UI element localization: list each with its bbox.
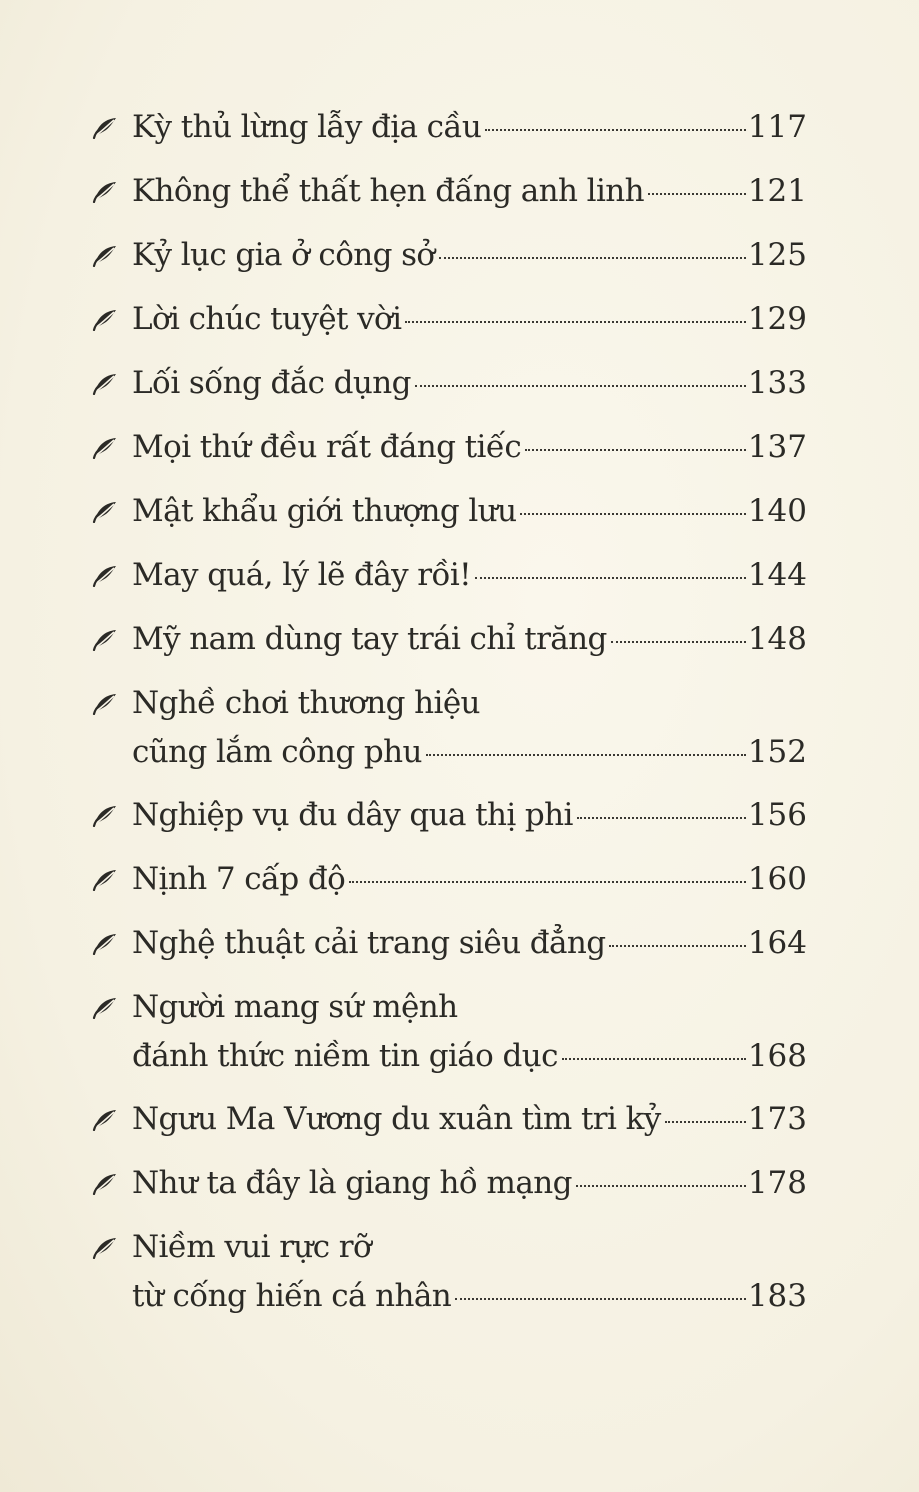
toc-entry-line: [132, 424, 807, 470]
toc-entry: [92, 1224, 807, 1319]
toc-entry: [92, 488, 807, 535]
toc-page-number: 156: [747, 797, 807, 833]
toc-entry-title: Ngưu Ma Vương du xuân tìm tri kỷ: [132, 1101, 661, 1137]
toc-entry: [92, 424, 807, 471]
leaf-ornament-icon: [92, 104, 132, 150]
leaf-ornament-icon: [92, 168, 132, 214]
toc-page-number: 164: [747, 925, 807, 961]
toc-page-number: 133: [747, 365, 807, 401]
toc-entry-line: [132, 488, 807, 534]
dot-leader: [665, 1121, 746, 1123]
toc-page-number: 144: [747, 557, 807, 593]
toc-entry: [92, 920, 807, 967]
toc-page-number: 121: [747, 173, 807, 209]
toc-page-number: 125: [747, 237, 807, 273]
toc-page-number: 140: [747, 493, 807, 529]
toc-entry: [92, 232, 807, 279]
toc-entry-line: [132, 104, 807, 150]
dot-leader: [520, 513, 745, 515]
toc-entry-title: May quá, lý lẽ đây rồi!: [132, 557, 472, 593]
toc-entry-title: Kỳ thủ lừng lẫy địa cầu: [132, 109, 482, 145]
toc-entry-body: [132, 296, 807, 342]
toc-entry-body: [132, 552, 807, 598]
leaf-ornament-icon: [92, 424, 132, 470]
toc-entry: [92, 104, 807, 151]
table-of-contents: [92, 104, 807, 1336]
toc-entry-body: [132, 488, 807, 534]
dot-leader: [405, 321, 745, 323]
toc-entry: [92, 296, 807, 343]
toc-entry-title: Nghề chơi thương hiệu: [132, 685, 480, 721]
toc-entry-body: [132, 1160, 807, 1206]
leaf-ornament-icon: [92, 920, 132, 966]
toc-entry: [92, 1096, 807, 1143]
dot-leader: [611, 641, 746, 643]
dot-leader: [576, 1185, 746, 1187]
toc-entry: [92, 680, 807, 775]
toc-entry-body: [132, 1224, 807, 1319]
dot-leader: [349, 881, 746, 883]
toc-entry-title: Niềm vui rực rỡ: [132, 1229, 372, 1265]
leaf-ornament-icon: [92, 856, 132, 902]
toc-page-number: 148: [747, 621, 807, 657]
toc-entry-body: [132, 424, 807, 470]
toc-entry: [92, 616, 807, 663]
toc-entry-title: Mỹ nam dùng tay trái chỉ trăng: [132, 621, 607, 657]
dot-leader: [475, 577, 746, 579]
dot-leader: [426, 754, 746, 756]
toc-entry-title: Nịnh 7 cấp độ: [132, 861, 346, 897]
toc-page-number: 178: [747, 1165, 807, 1201]
toc-entry-body: [132, 984, 807, 1079]
leaf-ornament-icon: [92, 296, 132, 342]
dot-leader: [485, 129, 746, 131]
toc-entry-body: [132, 1096, 807, 1142]
dot-leader: [577, 817, 746, 819]
toc-entry-title: Người mang sứ mệnh: [132, 989, 458, 1025]
toc-entry-body: [132, 104, 807, 150]
toc-page-number: 173: [747, 1101, 807, 1137]
toc-entry-title: Kỷ lục gia ở công sở: [132, 237, 435, 273]
toc-entry-title: Nghiệp vụ đu dây qua thị phi: [132, 797, 573, 833]
toc-entry-title: Lối sống đắc dụng: [132, 365, 411, 401]
toc-entry-title: Mọi thứ đều rất đáng tiếc: [132, 429, 522, 465]
toc-entry-title: Như ta đây là giang hồ mạng: [132, 1165, 572, 1201]
toc-entry: [92, 360, 807, 407]
toc-entry: [92, 552, 807, 599]
toc-entry-body: [132, 360, 807, 406]
dot-leader: [562, 1058, 746, 1060]
toc-entry-body: [132, 792, 807, 838]
toc-page-number: 168: [747, 1038, 807, 1074]
toc-page-number: 129: [747, 301, 807, 337]
toc-entry-title: đánh thức niềm tin giáo dục: [132, 1038, 558, 1074]
toc-entry-line: [132, 729, 807, 775]
leaf-ornament-icon: [92, 1096, 132, 1142]
leaf-ornament-icon: [92, 1160, 132, 1206]
toc-entry-title: Không thể thất hẹn đấng anh linh: [132, 173, 644, 209]
toc-entry-title: Mật khẩu giới thượng lưu: [132, 493, 517, 529]
toc-entry-line: [132, 360, 807, 406]
toc-entry-title: Lời chúc tuyệt vời: [132, 301, 402, 337]
toc-entry-body: [132, 680, 807, 775]
toc-entry-line: [132, 920, 807, 966]
dot-leader: [439, 257, 746, 259]
leaf-ornament-icon: [92, 552, 132, 598]
leaf-ornament-icon: [92, 984, 132, 1030]
toc-entry-body: [132, 168, 807, 214]
leaf-ornament-icon: [92, 616, 132, 662]
toc-entry-line: [132, 1033, 807, 1079]
dot-leader: [415, 385, 746, 387]
toc-entry-line: [132, 1160, 807, 1206]
toc-entry-line: [132, 168, 807, 214]
leaf-ornament-icon: [92, 488, 132, 534]
leaf-ornament-icon: [92, 232, 132, 278]
toc-entry-line: [132, 1224, 807, 1270]
toc-entry-title: cũng lắm công phu: [132, 734, 422, 770]
toc-entry-line: [132, 552, 807, 598]
dot-leader: [648, 193, 746, 195]
dot-leader: [609, 945, 745, 947]
toc-page-number: 183: [747, 1278, 807, 1314]
toc-entry-line: [132, 296, 807, 342]
toc-entry-body: [132, 856, 807, 902]
toc-page-number: 152: [747, 734, 807, 770]
leaf-ornament-icon: [92, 1224, 132, 1270]
toc-entry-line: [132, 792, 807, 838]
toc-entry-body: [132, 232, 807, 278]
toc-entry-line: [132, 1273, 807, 1319]
leaf-ornament-icon: [92, 792, 132, 838]
toc-page-number: 160: [747, 861, 807, 897]
toc-entry-line: [132, 984, 807, 1030]
leaf-ornament-icon: [92, 680, 132, 726]
toc-entry-line: [132, 680, 807, 726]
toc-entry-line: [132, 1096, 807, 1142]
toc-entry-title: Nghệ thuật cải trang siêu đẳng: [132, 925, 606, 961]
leaf-ornament-icon: [92, 360, 132, 406]
toc-entry-title: từ cống hiến cá nhân: [132, 1278, 452, 1314]
toc-entry: [92, 1160, 807, 1207]
toc-entry: [92, 856, 807, 903]
toc-entry-body: [132, 920, 807, 966]
toc-entry-body: [132, 616, 807, 662]
toc-page-number: 137: [747, 429, 807, 465]
dot-leader: [455, 1298, 746, 1300]
toc-entry: [92, 792, 807, 839]
toc-entry-line: [132, 616, 807, 662]
toc-entry: [92, 168, 807, 215]
toc-entry: [92, 984, 807, 1079]
toc-entry-line: [132, 856, 807, 902]
dot-leader: [525, 449, 746, 451]
toc-page-number: 117: [747, 109, 807, 145]
toc-entry-line: [132, 232, 807, 278]
